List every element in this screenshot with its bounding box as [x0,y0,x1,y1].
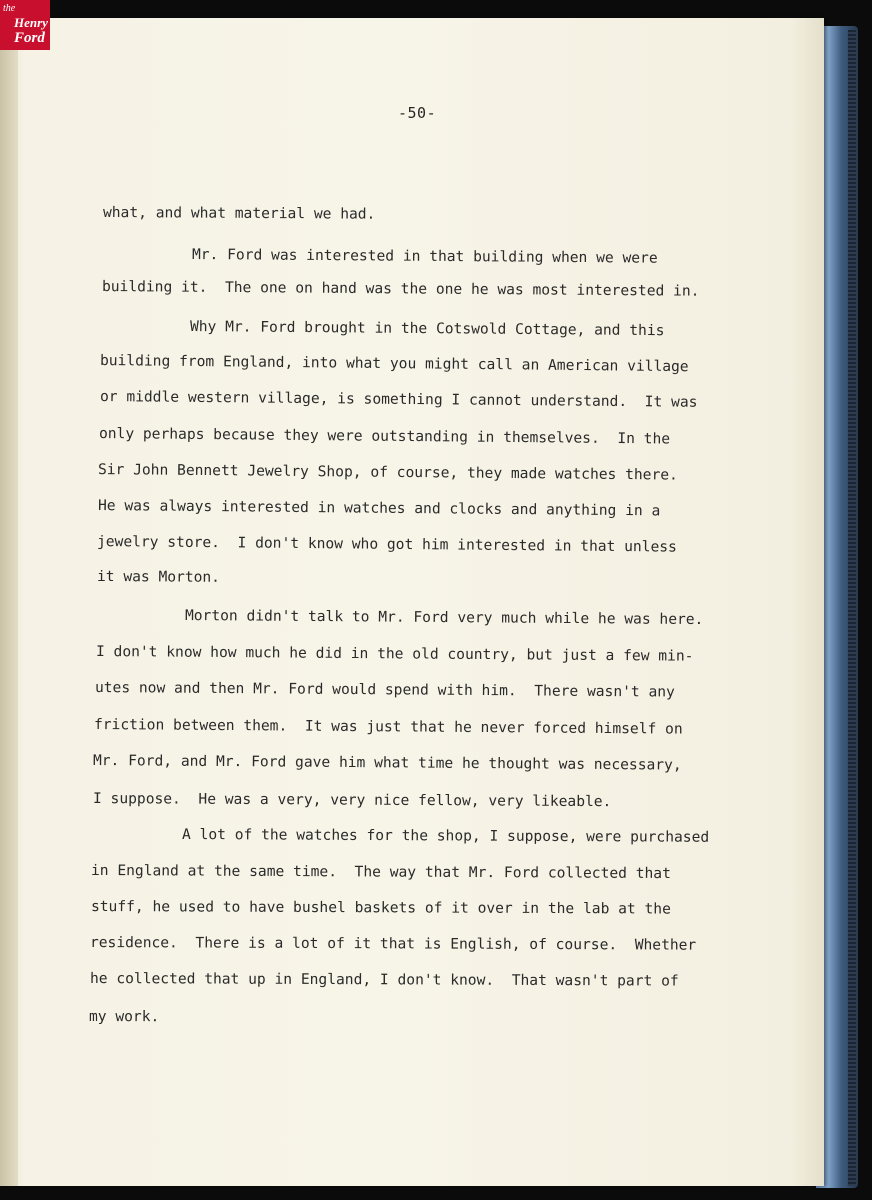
text-line: friction between them. It was just that he never forced himself on [93,716,683,738]
text-line: utes now and then Mr. Ford would spend with him. There wasn't any [94,679,675,701]
text-line: Why Mr. Ford brought in the Cotswold Cottage, and this [189,318,665,340]
text-line: building it. The one on hand was the one he was most interested in. [101,278,700,300]
page-gutter [0,18,18,1186]
text-line: or middle western village, is something I cannot understand. It was [99,388,698,411]
text-line: I suppose. He was a very, very nice fellow, very likeable. [92,790,612,811]
text-line: A lot of the watches for the shop, I suppose, were purchased [181,826,710,846]
text-line: it was Morton. [96,568,221,586]
text-line: I don't know how much he did in the old country, but just a few min- [95,643,694,665]
text-line: only perhaps because they were outstanding in themselves. In the [98,425,671,448]
text-line: Mr. Ford, and Mr. Ford gave him what time he thought was necessary, [92,752,682,774]
book-spine-edge [848,30,856,1186]
henry-ford-logo [0,0,50,50]
text-line: jewelry store. I don't know who got him interested in that unless [96,533,677,556]
text-line: He was always interested in watches and clocks and anything in a [97,497,661,520]
text-line: Sir John Bennett Jewelry Shop, of course, they made watches there. [97,461,678,484]
logo-text-the: the [3,3,16,14]
text-line: what, and what material we had. [102,204,376,223]
text-line: Mr. Ford was interested in that building when we were [191,246,658,267]
text-line: he collected that up in England, I don't know. That wasn't part of [89,970,679,990]
text-line: my work. [88,1008,160,1026]
page-number: -50- [398,104,437,122]
text-line: residence. There is a lot of it that is English, of course. Whether [89,934,697,954]
text-line: stuff, he used to have bushel baskets of it over in the lab at the [90,898,671,918]
text-line: in England at the same time. The way that Mr. Ford collected that [90,862,671,883]
logo-text-ford: Ford [14,30,45,46]
logo-text-henry: Henry [14,15,48,30]
text-line: Morton didn't talk to Mr. Ford very much while he was here. [184,607,704,629]
text-line: building from England, into what you might call an American village [99,352,689,376]
